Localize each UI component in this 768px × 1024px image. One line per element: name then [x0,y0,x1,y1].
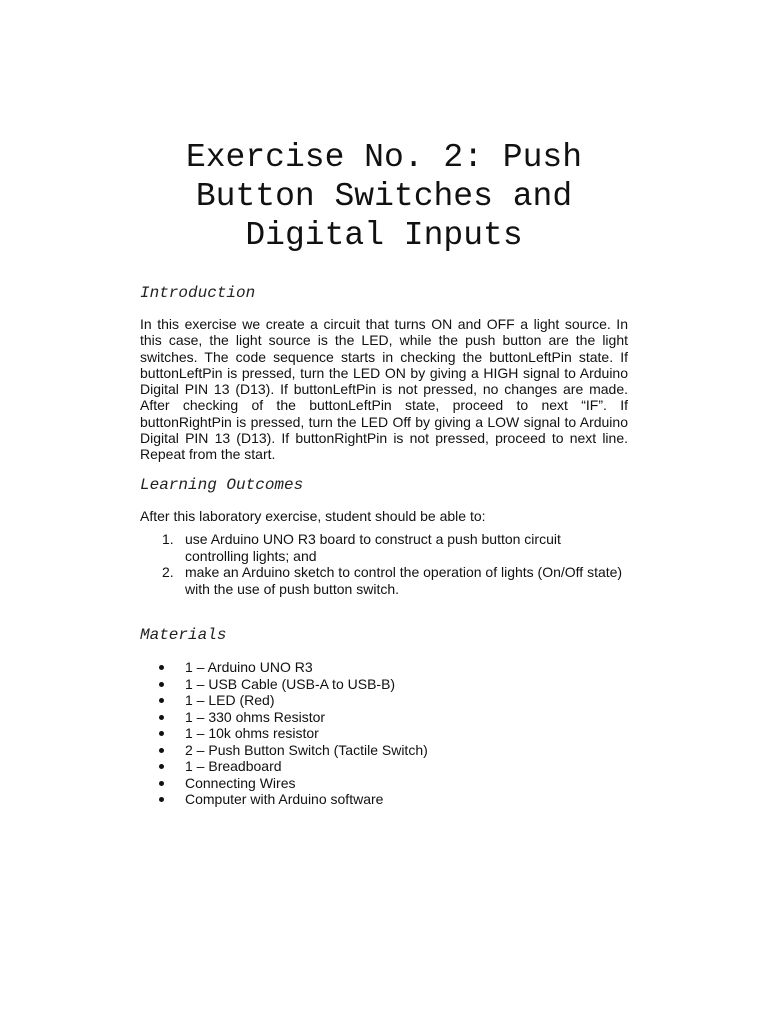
list-item [140,659,628,676]
list-item-text: 1 – USB Cable (USB-A to USB-B) [185,675,396,692]
list-item-text: Connecting Wires [185,774,296,791]
list-item-text: 1 – LED (Red) [185,692,275,708]
list-item [140,742,628,759]
page-title [140,138,628,255]
introduction-paragraph: In this exercise we create a circuit that turns ON and OFF a light source. In this case, the light source is the LED, while the push button are the light switches. The code sequence starts in checking the buttonLeftPin state. If buttonLeftPin is pressed, turn the LED ON by giving a HIGH signal to Arduino Digital PIN 13 (D13). If buttonLeftPin is not pressed, no changes are made. After checking of the buttonLeftPin state, proceed to next “IF”. If buttonRightPin is pressed, turn the LED Off by giving a LOW signal to Arduino Digital PIN 13 (D13). If buttonRightPin is not pressed, proceed to next line. Repeat from the start. [140,316,628,463]
bullet-icon [159,665,164,670]
list-item [140,692,628,709]
bullet-icon [159,731,164,736]
list-item-number: 1. [162,531,174,547]
list-item [140,709,628,726]
learning-outcomes-heading: Learning Outcomes [140,476,304,494]
list-item-text: 2 – Push Button Switch (Tactile Switch) [185,741,428,758]
title-line-1: Exercise No. 2: Push [185,139,583,176]
list-item [140,531,628,564]
list-item [140,791,628,808]
list-item [140,775,628,792]
list-item [140,758,628,775]
bullet-icon [159,781,164,786]
list-item-text: 1 – Arduino UNO R3 [185,659,313,675]
title-line-3: Digital Inputs [245,217,523,254]
bullet-icon [159,715,164,720]
introduction-heading: Introduction [140,284,256,302]
list-item-text: Computer with Arduino software [185,791,384,807]
list-item [140,564,628,597]
list-item-number: 2. [162,564,174,580]
list-item-text: use Arduino UNO R3 board to construct a push button circuit controlling lights; and [185,531,561,564]
list-item-text: 1 – 330 ohms Resistor [185,708,326,725]
materials-list [140,659,628,808]
bullet-icon [159,748,164,753]
bullet-icon [159,764,164,769]
materials-heading: Materials [140,626,227,644]
learning-outcomes-intro: After this laboratory exercise, student should be able to: [140,508,486,524]
bullet-icon [159,698,164,703]
bullet-icon [159,797,164,802]
learning-outcomes-list [140,531,628,597]
bullet-icon [159,682,164,687]
title-line-2: Button Switches and [195,178,573,215]
list-item [140,725,628,742]
list-item [140,676,628,693]
list-item-text: 1 – 10k ohms resistor [185,725,319,741]
list-item-text: 1 – Breadboard [185,758,282,774]
list-item-text: make an Arduino sketch to control the operation of lights (On/Off state) with the use of push button switch. [185,564,623,597]
